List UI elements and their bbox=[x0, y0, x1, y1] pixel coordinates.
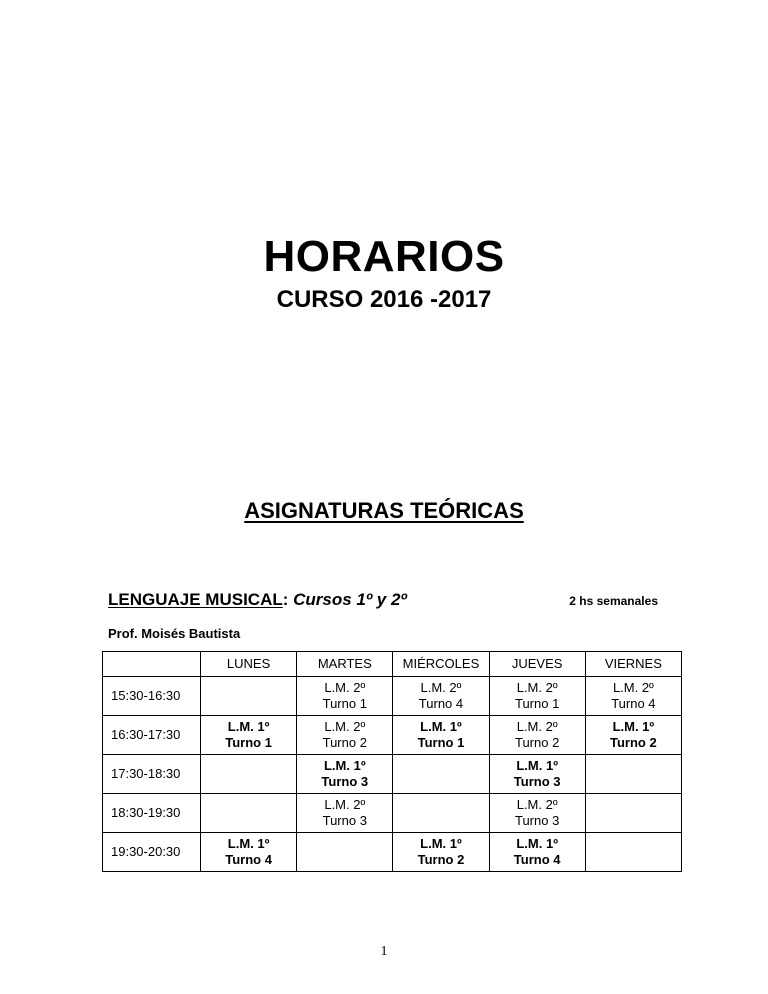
class-cell bbox=[201, 716, 297, 755]
class-name: L.M. 1º bbox=[516, 836, 558, 851]
subject-separator: : bbox=[282, 590, 294, 609]
class-cell bbox=[201, 677, 297, 716]
class-cell bbox=[297, 716, 393, 755]
class-cell bbox=[201, 755, 297, 794]
class-cell bbox=[201, 833, 297, 872]
class-cell bbox=[297, 794, 393, 833]
class-turn: Turno 4 bbox=[418, 696, 464, 711]
class-turn: Turno 3 bbox=[514, 813, 560, 828]
class-turn: Turno 4 bbox=[611, 696, 656, 711]
class-cell bbox=[393, 677, 489, 716]
class-name: L.M. 2º bbox=[324, 797, 366, 812]
time-slot-cell: 17:30-18:30 bbox=[103, 755, 201, 794]
class-turn: Turno 3 bbox=[513, 774, 561, 789]
class-cell bbox=[585, 833, 681, 872]
class-turn: Turno 4 bbox=[513, 852, 561, 867]
class-name: L.M. 1º bbox=[227, 836, 270, 851]
section-heading: ASIGNATURAS TEÓRICAS bbox=[244, 498, 524, 523]
class-cell bbox=[393, 833, 489, 872]
class-cell bbox=[393, 755, 489, 794]
class-turn: Turno 1 bbox=[417, 735, 465, 750]
class-turn: Turno 4 bbox=[225, 852, 272, 867]
table-row bbox=[103, 677, 682, 716]
class-cell bbox=[201, 794, 297, 833]
class-cell bbox=[585, 755, 681, 794]
class-cell bbox=[489, 755, 585, 794]
class-name: L.M. 2º bbox=[516, 719, 558, 734]
class-cell bbox=[297, 677, 393, 716]
class-name: L.M. 1º bbox=[612, 719, 655, 734]
subject-courses: Cursos 1º y 2º bbox=[293, 590, 407, 609]
class-name: L.M. 2º bbox=[612, 680, 654, 695]
table-row bbox=[103, 794, 682, 833]
subject-line bbox=[108, 590, 407, 610]
class-name: L.M. 2º bbox=[516, 680, 558, 695]
class-turn: Turno 1 bbox=[514, 696, 560, 711]
class-name: L.M. 1º bbox=[516, 758, 558, 773]
class-name: L.M. 2º bbox=[516, 797, 558, 812]
class-name: L.M. 2º bbox=[324, 680, 366, 695]
day-header: VIERNES bbox=[585, 652, 681, 677]
time-slot-cell: 18:30-19:30 bbox=[103, 794, 201, 833]
class-turn: Turno 2 bbox=[417, 852, 465, 867]
schedule-header bbox=[103, 652, 682, 677]
class-name: L.M. 1º bbox=[227, 719, 270, 734]
day-header: JUEVES bbox=[489, 652, 585, 677]
time-slot-cell: 16:30-17:30 bbox=[103, 716, 201, 755]
class-name: L.M. 1º bbox=[420, 836, 462, 851]
table-row bbox=[103, 833, 682, 872]
class-turn: Turno 1 bbox=[322, 696, 367, 711]
class-turn: Turno 2 bbox=[322, 735, 367, 750]
class-cell bbox=[489, 794, 585, 833]
class-cell bbox=[489, 716, 585, 755]
weekly-hours: 2 hs semanales bbox=[569, 594, 658, 608]
class-cell bbox=[393, 716, 489, 755]
time-slot-cell: 19:30-20:30 bbox=[103, 833, 201, 872]
professor-name: Prof. Moisés Bautista bbox=[108, 626, 241, 641]
class-cell bbox=[489, 833, 585, 872]
schedule-table bbox=[102, 651, 682, 872]
class-name: L.M. 1º bbox=[420, 719, 462, 734]
class-cell bbox=[585, 716, 681, 755]
header-corner-cell bbox=[103, 652, 201, 677]
class-turn: Turno 3 bbox=[321, 774, 369, 789]
class-cell bbox=[585, 677, 681, 716]
time-slot-cell: 15:30-16:30 bbox=[103, 677, 201, 716]
day-header: LUNES bbox=[201, 652, 297, 677]
schedule-body bbox=[103, 677, 682, 872]
class-name: L.M. 2º bbox=[420, 680, 462, 695]
class-cell bbox=[393, 794, 489, 833]
class-turn: Turno 1 bbox=[225, 735, 272, 750]
table-row bbox=[103, 716, 682, 755]
class-cell bbox=[489, 677, 585, 716]
class-name: L.M. 2º bbox=[324, 719, 366, 734]
header-row bbox=[103, 652, 682, 677]
day-header: MARTES bbox=[297, 652, 393, 677]
class-cell bbox=[297, 833, 393, 872]
page-number: 1 bbox=[380, 944, 388, 959]
class-turn: Turno 2 bbox=[610, 735, 657, 750]
class-turn: Turno 2 bbox=[514, 735, 560, 750]
table-row bbox=[103, 755, 682, 794]
class-turn: Turno 3 bbox=[322, 813, 367, 828]
class-cell bbox=[585, 794, 681, 833]
class-name: L.M. 1º bbox=[323, 758, 366, 773]
day-header: MIÉRCOLES bbox=[393, 652, 489, 677]
page-subtitle: CURSO 2016 -2017 bbox=[276, 286, 492, 313]
subject-name: LENGUAJE MUSICAL bbox=[108, 590, 283, 609]
page-title: HORARIOS bbox=[263, 232, 505, 281]
class-cell bbox=[297, 755, 393, 794]
